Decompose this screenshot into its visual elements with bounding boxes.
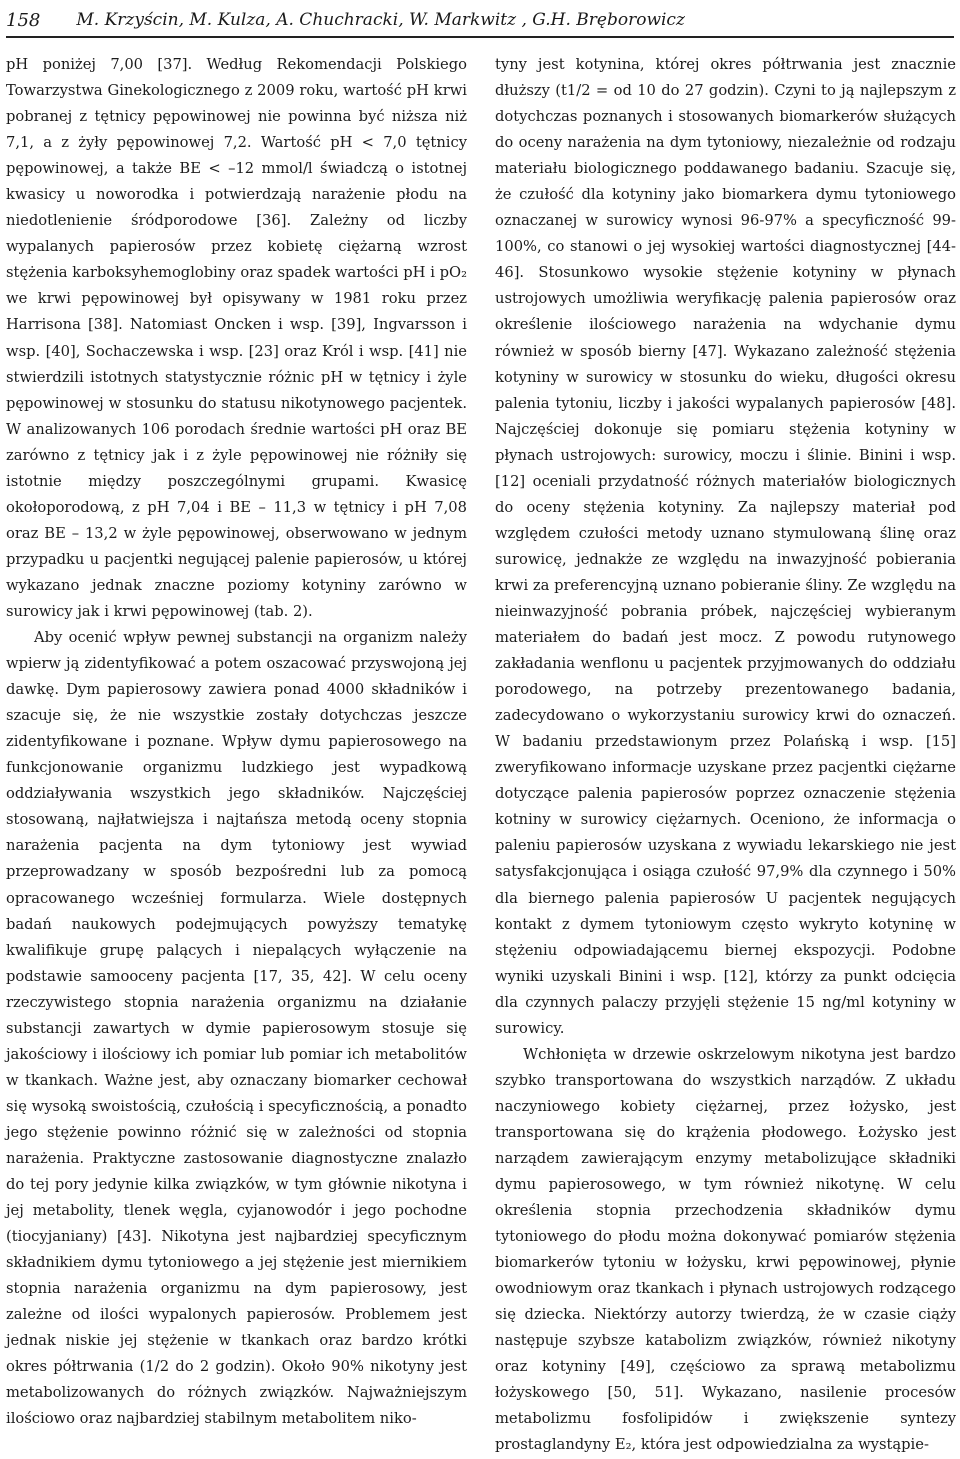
left-text-column <box>6 52 467 1432</box>
running-header <box>6 6 954 34</box>
page-number: 158 <box>6 9 41 31</box>
running-header-authors: M. Krzyścin, M. Kulza, A. Chuchracki, W. Markwitz , G.H. Bręborowicz <box>76 10 685 30</box>
body-paragraph: pH poniżej 7,00 [37]. Według Rekomendacji Polskiego Towarzystwa Ginekologicznego z 2009 roku, wartość pH krwi pobranej z tętnicy pępowinowej nie powinna być niższa niż 7,1, a z żyły pępowinowej 7,2. Wartość pH < 7,0 tętnicy pępowinowej, a także BE < –12 mmol/l świadczą o istotnej kwasicy u noworodka i potwierdzają narażenie płodu na niedotlenienie śródporodowe [36]. Zależny od liczby wypalanych papierosów przez kobietę ciężarną wzrost stężenia karboksyhemoglobiny oraz spadek wartości pH i pO₂ we krwi pępowinowej był opisywany w 1981 roku przez Harrisona [38]. Natomiast Oncken i wsp. [39], Ingvarsson i wsp. [40], Sochaczewska i wsp. [23] oraz Król i wsp. [41] nie stwierdzili istotnych statystycznie różnic pH w tętnicy i żyle pępowinowej w stosunku do statusu nikotynowego pacjentek. W analizowanych 106 porodach średnie wartości pH oraz BE zarówno z tętnicy jak i z żyle pępowinowej nie różniły się istotnie między poszczególnymi grupami. Kwasicę okołoporodową, z pH 7,04 i BE – 11,3 w tętnicy i pH 7,08 oraz BE – 13,2 w żyle pępowinowej, obserwowano w jednym przypadku u pacjentki negującej palenie papierosów, u której wykazano jednak znaczne poziomy kotyniny zarówno w surowicy jak i krwi pępowinowej (tab. 2). <box>6 56 467 620</box>
body-paragraph: tyny jest kotynina, której okres półtrwania jest znacznie dłuższy (t1/2 = od 10 do 27 godzin). Czyni to ją najlepszym z dotychczas poznanych i stosowanych biomarkerów służących do oceny narażenia na dym tytoniowy, niezależnie od rodzaju materiału biologicznego poddawanego badaniu. Szacuje się, że czułość dla kotyniny jako biomarkera dymu tytoniowego oznaczanej w surowicy wynosi 96-97% a specyficzność 99-100%, co stanowi o jej wysokiej wartości diagnostycznej [44-46]. Stosunkowo wysokie stężenie kotyniny w płynach ustrojowych umożliwia weryfikację palenia papierosów oraz określenie ilościowego narażenia na wdychanie dymu również w sposób bierny [47]. Wykazano zależność stężenia kotyniny w surowicy w stosunku do wieku, długości okresu palenia tytoniu, liczby i jakości wypalanych papierosów [48]. Najczęściej dokonuje się pomiaru stężenia kotyniny w płynach ustrojowych: surowicy, moczu i ślinie. Binini i wsp. [12] oceniali przydatność różnych materiałów biologicznych do oceny stężenia kotyniny. Za najlepszy materiał pod względem czułości metody uznano stymulowaną ślinę oraz surowicę, jednakże ze względu na inwazyjność pobierania krwi za preferencyjną uznano pobieranie śliny. Ze względu na nieinwazyjność pobrania próbek, najczęściej wybieranym materiałem do badań jest mocz. Z powodu rutynowego zakładania wenflonu u pacjentek przyjmowanych do oddziału porodowego, na potrzeby prezentowanego badania, zadecydowano o wykorzystaniu surowicy krwi do oznaczeń. W badaniu przedstawionym przez Polańską i wsp. [15] zweryfikowano informacje uzyskane przez pacjentki ciężarne dotyczące palenia papierosów poprzez oznaczenie stężenia kotniny w surowicy ciężarnych. Oceniono, że informacja o paleniu papierosów uzyskana z wywiadu lekarskiego nie jest satysfakcjonująca i osiąga czułość 97,9% dla czynnego i 50% dla biernego palenia papierosów U pacjentek negujących kontakt z dymem tytoniowym często wykryto kotyninę w stężeniu odpowiadającemu biernej ekspozycji. Podobne wyniki uzyskali Binini i wsp. [12], którzy za punkt odcięcia dla czynnych palaczy przyjęli stężenie 15 ng/ml kotyniny w surowicy. <box>495 56 956 1037</box>
right-text-column <box>495 52 956 1459</box>
body-paragraph: Wchłonięta w drzewie oskrzelowym nikotyna jest bardzo szybko transportowana do wszystkich narządów. Z układu naczyniowego kobiety ciężarnej, przez łożysko, jest transportowana się do krążenia płodowego. Łożysko jest narządem zawierającym enzymy metabolizujące składniki dymu papierosowego, w tym również nikotynę. W celu określenia stopnia przechodzenia składników dymu tytoniowego do płodu można dokonywać pomiarów stężenia biomarkerów tytoniu w łożysku, krwi pępowinowej, płynie owodniowym oraz tkankach i płynach ustrojowych rodzącego się dziecka. Niektórzy autorzy twierdzą, że w czasie ciąży następuje szybsze katabolizm związków, również nikotyny oraz kotyniny [49], częściowo za sprawą metabolizmu łożyskowego [50, 51]. Wykazano, nasilenie procesów metabolizmu fosfolipidów i zwiększenie syntezy prostaglandyny E₂, która jest odpowiedzialna za wystąpie- <box>495 1045 956 1454</box>
body-paragraph: Aby ocenić wpływ pewnej substancji na organizm należy wpierw ją zidentyfikować a potem oszacować przyswojoną jej dawkę. Dym papierosowy zawiera ponad 4000 składników i szacuje się, że nie wszystkie zostały dotychczas jeszcze zidentyfikowane i poznane. Wpływ dymu papierosowego na funkcjonowanie organizmu ludzkiego jest wypadkową oddziaływania wszystkich jego składników. Najczęściej stosowaną, najłatwiejsza i najtańsza metodą oceny stopnia narażenia pacjenta na dym tytoniowy jest wywiad przeprowadzany w sposób bezpośredni lub za pomocą opracowanego wcześniej formularza. Wiele dostępnych badań naukowych podejmujących powyższy tematykę kwalifikuje grupę palących i niepalących wyłączenie na podstawie samooceny pacjenta [17, 35, 42]. W celu oceny rzeczywistego stopnia narażenia organizmu na działanie substancji zawartych w dymie papierosowym stosuje się jakościowy i ilościowy ich pomiar lub pomiar ich metabolitów w tkankach. Ważne jest, aby oznaczany biomarker cechował się wysoką swoistością, czułością i specyficznością, a ponadto jego stężenie powinno różnić się w zależności od stopnia narażenia. Praktyczne zastosowanie diagnostyczne znalazło do tej pory jedynie kilka związków, w tym głównie nikotyna i jej metabolity, tlenek węgla, cyjanowodór i jego pochodne (tiocyjaniany) [43]. Nikotyna jest najbardziej specyficznym składnikiem dymu tytoniowego a jej stężenie jest miernikiem stopnia narażenia organizmu na dym papierosowy, jest zależne od ilości wypalonych papierosów. Problemem jest jednak niskie jej stężenie w tkankach oraz bardzo krótki okres półtrwania (1/2 do 2 godzin). Około 90% nikotyny jest metabolizowanych do różnych związków. Najważniejszym ilościowo oraz najbardziej stabilnym metabolitem niko- <box>6 629 467 1428</box>
header-divider <box>6 36 954 38</box>
